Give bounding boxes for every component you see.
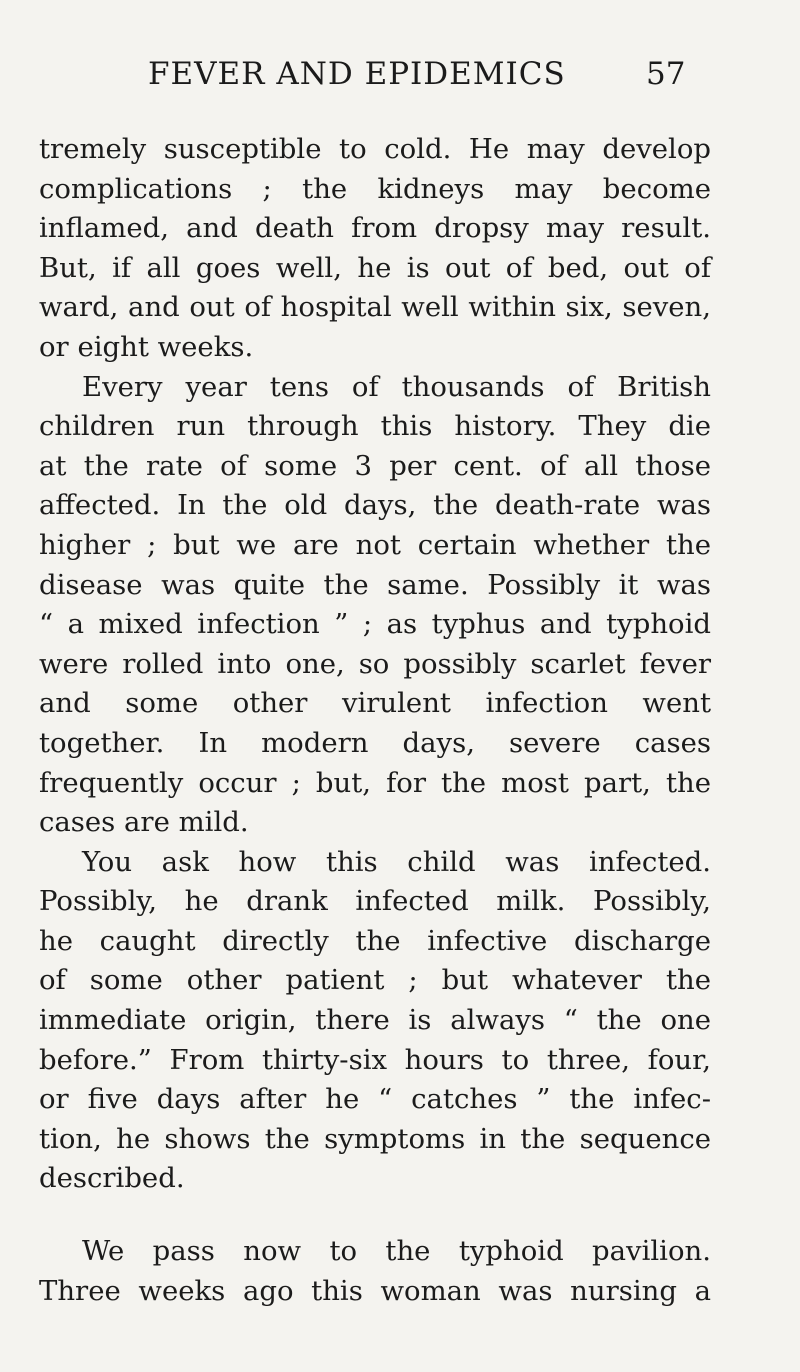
text-line: higher ; but we are not certain whether the [39,528,711,561]
running-title: FEVER AND EPIDEMICS [148,56,566,92]
text-line: together. In modern days, severe cases [39,726,711,759]
text-line: described. [39,1162,185,1195]
text-line: Every year tens of thousands of British [82,370,711,403]
text-line: cases are mild. [39,806,249,839]
section-gap [39,1199,711,1232]
text-line: or five days after he “ catches ” the infec- [39,1083,711,1116]
text-line: of some other patient ; but whatever the [39,964,711,997]
paragraph-typhoid [39,1232,711,1311]
paragraph-infection [39,843,711,1199]
text-line: he caught directly the infective discharge [39,924,711,957]
text-line: But, if all goes well, he is out of bed, out of [39,251,711,284]
text-line: immediate origin, there is always “ the one [39,1004,711,1037]
paragraph-every-year [39,368,711,843]
text-line: inflamed, and death from dropsy may result. [39,212,711,245]
text-line: children run through this history. They die [39,410,711,443]
running-head [0,56,800,96]
text-line: “ a mixed infection ” ; as typhus and typhoid [39,608,711,641]
text-line: complications ; the kidneys may become [39,172,711,205]
text-line: were rolled into one, so possibly scarlet fever [39,647,711,680]
text-line: Possibly, he drank infected milk. Possibly, [39,885,711,918]
text-line: ward, and out of hospital well within six, seven, [39,291,711,324]
text-line: affected. In the old days, the death-rate was [39,489,711,522]
text-line: before.” From thirty-six hours to three, four, [39,1043,711,1076]
text-line: and some other virulent infection went [39,687,711,720]
page-number: 57 [646,56,686,92]
text-line: Three weeks ago this woman was nursing a [39,1274,711,1307]
body-text [39,130,711,1311]
paragraph-continuation [39,130,711,368]
text-line: tremely susceptible to cold. He may develop [39,133,711,165]
text-line: tion, he shows the symptoms in the sequence [39,1122,711,1155]
text-line: at the rate of some 3 per cent. of all those [39,449,711,482]
text-line: or eight weeks. [39,330,254,363]
text-line: frequently occur ; but, for the most part, the [39,766,711,799]
text-line: We pass now to the typhoid pavilion. [82,1235,711,1268]
text-line: You ask how this child was infected. [82,845,711,878]
text-line: disease was quite the same. Possibly it was [39,568,711,601]
